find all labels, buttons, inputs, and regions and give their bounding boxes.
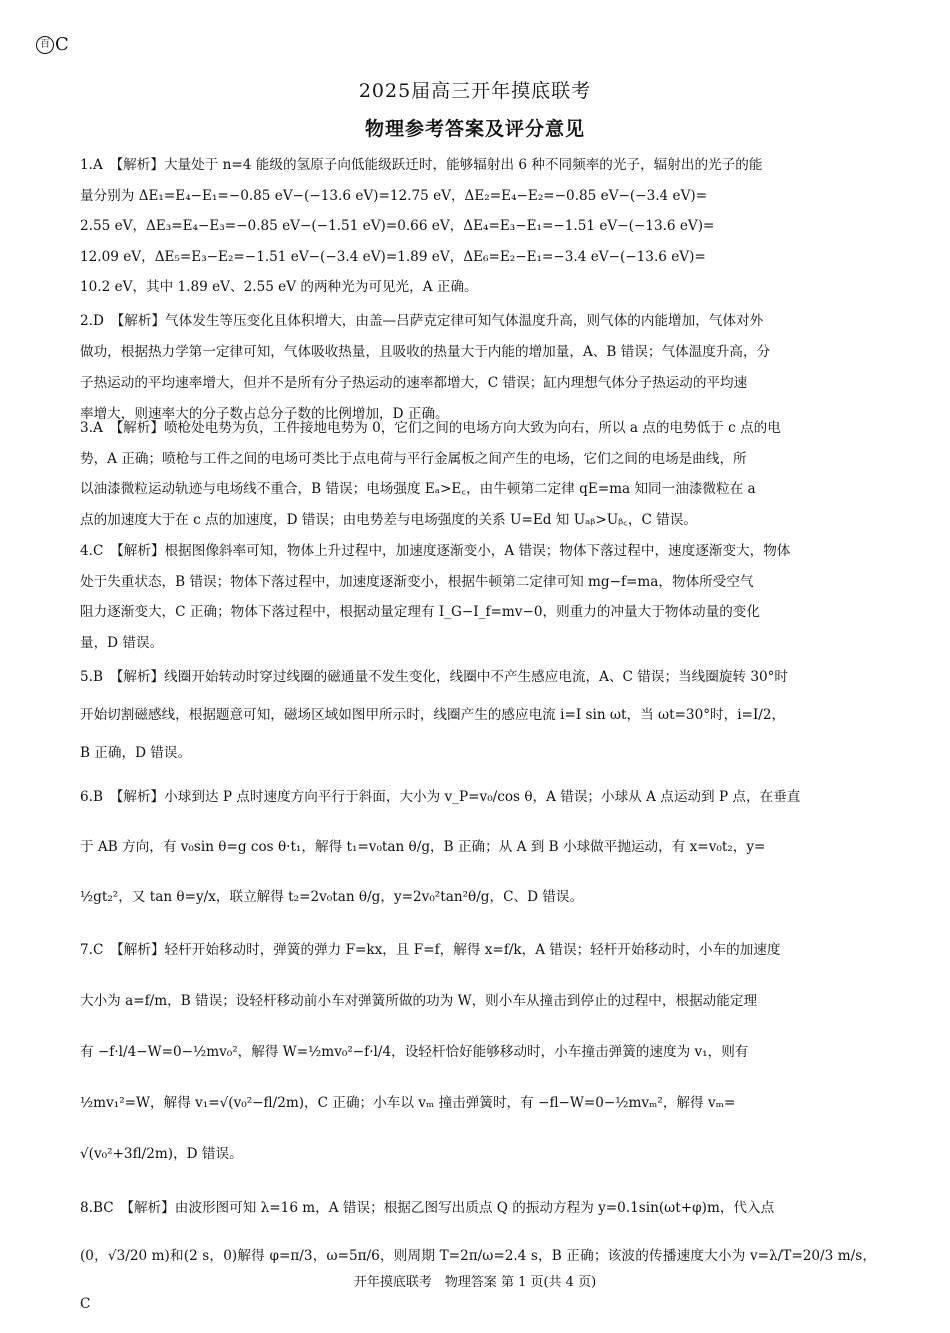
publisher-logo: [36, 34, 69, 55]
exam-title: 2025届高三开年摸底联考: [358, 80, 592, 102]
answer-block-q8: [80, 1184, 876, 1328]
logo-letter: C: [55, 34, 69, 55]
text-line: 率增大，则速率大的分子数占总分子数的比例增加，D 正确。: [80, 406, 449, 422]
text-line: ½mv₁²=W，解得 v₁=√(v₀²−fl/2m)，C 正确；小车以 vₘ 撞击弹簧时，有 −fl−W=0−½mvₘ²，解得 vₘ=: [80, 1095, 736, 1111]
text-line: 处于失重状态，B 错误；物体下落过程中，加速度逐渐变小，根据牛顿第二定律可知 mg−f=ma，物体所受空气: [80, 573, 754, 590]
text-line: 5.B 【解析】线圈开始转动时穿过线圈的磁通量不发生变化，线圈中不产生感应电流，A、C 错误；当线圈旋转 30°时: [80, 669, 789, 685]
text-line: 8.BC 【解析】由波形图可知 λ=16 m，A 错误；根据乙图写出质点 Q 的振动方程为 y=0.1sin(ωt+φ)m，代入点: [80, 1200, 775, 1216]
text-line: 6.B 【解析】小球到达 P 点时速度方向平行于斜面，大小为 v_P=v₀/cos θ，A 错误；小球从 A 点运动到 P 点，在垂直: [80, 789, 801, 805]
doc-title: 物理参考答案及评分意见: [364, 118, 585, 140]
text-line: 子热运动的平均速率增大，但并不是所有分子热运动的速率都增大，C 错误；缸内理想气体分子热运动的平均速: [80, 375, 748, 391]
text-line: 以油漆微粒运动轨迹与电场线不重合，B 错误；电场强度 Eₐ>E꜀，由牛顿第二定律 qE=ma 知同一油漆微粒在 a: [80, 481, 756, 497]
answer-block-q6: [80, 772, 876, 922]
text-line: 开始切割磁感线，根据题意可知，磁场区域如图甲所示时，线圈产生的感应电流 i=I sin ωt，当 ωt=30°时，i=I/2，: [80, 707, 786, 723]
text-line: 阻力逐渐变大，C 正确；物体下落过程中，根据动量定理有 I_G−I_f=mv−0，则重力的冲量大于物体动量的变化: [80, 604, 760, 620]
answer-block-q4: [80, 536, 876, 658]
text-line: B 正确，D 错误。: [80, 745, 192, 761]
text-line: (0，√3/20 m)和(2 s，0)解得 φ=π/3，ω=5π/6，则周期 T=2π/ω=2.4 s，B 正确；该波的传播速度大小为 v=λ/T=20/3 m/s，C: [80, 1248, 876, 1312]
text-line: 于 AB 方向，有 v₀sin θ=g cos θ·t₁，解得 t₁=v₀tan θ/g，B 正确；从 A 到 B 小球做平抛运动，有 x=v₀t₂，y=: [80, 839, 766, 855]
answer-block-q1: [80, 150, 876, 303]
text-line: 12.09 eV，ΔE₅=E₃−E₂=−1.51 eV−(−3.4 eV)=1.89 eV，ΔE₆=E₂−E₁=−3.4 eV−(−13.6 eV)=: [80, 248, 706, 265]
text-line: 2.55 eV，ΔE₃=E₄−E₃=−0.85 eV−(−1.51 eV)=0.66 eV，ΔE₄=E₃−E₁=−1.51 eV−(−13.6 eV)=: [80, 218, 715, 234]
answer-block-q2: [80, 306, 876, 430]
logo-mark: 百: [36, 36, 54, 54]
text-line: 2.D 【解析】气体发生等压变化且体积增大，由盖—吕萨克定律可知气体温度升高，则气体的内能增加，气体对外: [80, 313, 764, 329]
page-footer: 开年摸底联考 物理答案 第 1 页(共 4 页): [353, 1275, 597, 1290]
answer-block-q7: [80, 925, 876, 1180]
text-line: ½gt₂²，又 tan θ=y/x，联立解得 t₂=2v₀tan θ/g，y=2v₀²tan²θ/g，C、D 错误。: [80, 889, 584, 905]
text-line: 量，D 错误。: [80, 634, 164, 651]
text-line: 3.A 【解析】喷枪处电势为负，工件接地电势为 0，它们之间的电场方向大致为向右，所以 a 点的电势低于 c 点的电: [80, 420, 781, 436]
text-line: 势，A 正确；喷枪与工件之间的电场可类比于点电荷与平行金属板之间产生的电场，它们之间的电场是曲线，所: [80, 450, 747, 467]
text-line: 4.C 【解析】根据图像斜率可知，物体上升过程中，加速度逐渐变小，A 错误；物体下落过程中，速度逐渐变大，物体: [80, 543, 791, 559]
text-line: 1.A 【解析】大量处于 n=4 能级的氢原子向低能级跃迁时，能够辐射出 6 种不同频率的光子，辐射出的光子的能: [80, 157, 763, 173]
text-line: 大小为 a=f/m，B 错误；设轻杆移动前小车对弹簧所做的功为 W，则小车从撞击到停止的过程中，根据动能定理: [80, 993, 758, 1009]
text-line: 做功，根据热力学第一定律可知，气体吸收热量，且吸收的热量大于内能的增加量，A、B 错误；气体温度升高，分: [80, 344, 771, 360]
text-line: √(v₀²+3fl/2m)，D 错误。: [80, 1146, 243, 1162]
text-line: 10.2 eV，其中 1.89 eV、2.55 eV 的两种光为可见光，A 正确。: [80, 279, 478, 295]
answer-block-q5: [80, 658, 876, 772]
text-line: 量分别为 ΔE₁=E₄−E₁=−0.85 eV−(−13.6 eV)=12.75 eV，ΔE₂=E₄−E₂=−0.85 eV−(−3.4 eV)=: [80, 187, 708, 204]
text-line: 有 −f·l/4−W=0−½mv₀²，解得 W=½mv₀²−f·l/4，设轻杆恰好能够移动时，小车撞击弹簧的速度为 v₁，则有: [80, 1044, 749, 1060]
text-line: 7.C 【解析】轻杆开始移动时，弹簧的弹力 F=kx，且 F=f，解得 x=f/k，A 错误；轻杆开始移动时，小车的加速度: [80, 942, 781, 958]
answer-block-q3: [80, 413, 876, 535]
text-line: 点的加速度大于在 c 点的加速度，D 错误；由电势差与电场强度的关系 U=Ed 知 Uₐᵦ>Uᵦ꜀，C 错误。: [80, 511, 697, 528]
